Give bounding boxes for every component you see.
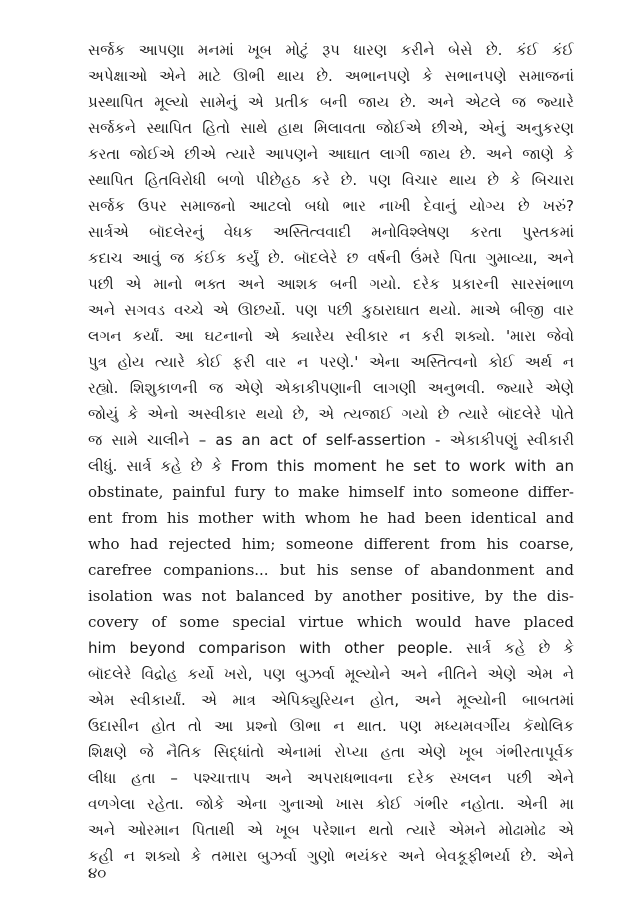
page-body xyxy=(88,37,574,869)
text-line: ઉદાસીન હોત તો આ પ્રશ્નો ઊભા ન થાત. પણ મધ્યમવર્ગીય કૅથોલિક xyxy=(88,717,574,735)
text-line: સ્થાપિત હિતવિરોધી બળો પીછેહઠ કરે છે. પણ વિચાર થાય છે કે બિચારા xyxy=(88,171,574,189)
text-line: ent from his mother with whom he had been identical and xyxy=(88,509,574,527)
text-line: શિક્ષણે જે નૈતિક સિદ્ધાંતો એનામાં રોપ્યા હતા એણે ખૂબ ગંભીરતાપૂર્વક xyxy=(88,743,574,761)
text-line: જ સામે ચાલીને – as an act of self-assertion - એકાકીપણું સ્વીકારી xyxy=(88,431,574,449)
text-line: લીધું. સાર્ત્ર કહે છે કે From this moment he set to work with an xyxy=(88,457,574,475)
text-line: બૉદલેરે વિદ્રોહ કર્યો ખરો, પણ બુઝર્વા મૂલ્યોને અને નીતિને એણે એમ ને xyxy=(88,665,574,683)
page-number: ૪૦ xyxy=(88,864,107,882)
text-line: carefree companions... but his sense of abandonment and xyxy=(88,561,574,579)
text-line: લીધા હતા – પશ્ચાત્તાપ અને અપરાધભાવના દરેક સ્ખલન પછી એને xyxy=(88,769,574,787)
text-line: રહ્યો. શિશુકાળની જ એણે એકાકીપણાની લાગણી અનુભવી. જ્યારે એણે xyxy=(88,379,574,397)
text-line: વળગેલા રહેતા. જોકે એના ગુનાઓ ખાસ કોઈ ગંભીર નહોતા. એની મા xyxy=(88,795,574,813)
text-line: અને સગવડ વચ્ચે એ ઊછર્યો. પણ પછી કુઠારાઘાત થયો. માએ બીજી વાર xyxy=(88,301,574,319)
text-line: સર્જક ઉપર સમાજનો આટલો બધો ભાર નાખી દેવાનું યોગ્ય છે ખરું? xyxy=(88,197,574,215)
text-line: અપેક્ષાઓ એને માટે ઊભી થાય છે. અભાનપણે કે સભાનપણે સમાજનાં xyxy=(88,67,574,85)
text-line: પછી એ માનો ભક્ત અને આશક બની ગયો. દરેક પ્રકારની સારસંભાળ xyxy=(88,275,574,293)
text-line: કહી ન શક્યો કે તમારા બુઝર્વા ગુણો ભયંકર અને બેવકૂફીભર્યા છે. એને xyxy=(88,847,574,865)
text-line: કદાચ આવું જ કંઈક કર્યું છે. બૉદલેરે છ વર્ષની ઉંમરે પિતા ગુમાવ્યા, અને xyxy=(88,249,574,267)
text-line: લગન કર્યાં. આ ઘટનાનો એ ક્યારેય સ્વીકાર ન કરી શક્યો. 'મારા જેવો xyxy=(88,327,574,345)
text-line: who had rejected him; someone different from his coarse, xyxy=(88,535,574,553)
text-line: કરતા જોઈએ છીએ ત્યારે આપણને આઘાત લાગી જાય છે. અને જાણે કે xyxy=(88,145,574,163)
text-line: અને ઓરમાન પિતાથી એ ખૂબ પરેશાન થતો ત્યારે એમને મોઢામોઢ એ xyxy=(88,821,574,839)
text-line: him beyond comparison with other people. સાર્ત્ર કહે છે કે xyxy=(88,639,574,657)
text-line: પુત્ર હોય ત્યારે કોઈ ફરી વાર ન પરણે.' એના અસ્તિત્વનો કોઈ અર્થ ન xyxy=(88,353,574,371)
text-line: covery of some special virtue which would have placed xyxy=(88,613,574,631)
text-line: isolation was not balanced by another positive, by the dis- xyxy=(88,587,574,605)
text-line: obstinate, painful fury to make himself into someone differ- xyxy=(88,483,574,501)
text-line: સર્જક આપણા મનમાં ખૂબ મોટું રૂપ ધારણ કરીને બેસે છે. કંઈ કંઈ xyxy=(88,41,574,59)
text-line: સર્જકને સ્થાપિત હિતો સાથે હાથ મિલાવતા જોઈએ છીએ, એનું અનુકરણ xyxy=(88,119,574,137)
text-line: જોયું કે એનો અસ્વીકાર થયો છે, એ ત્યજાઈ ગયો છે ત્યારે બૉદલેરે પોતે xyxy=(88,405,574,423)
text-line: પ્રસ્થાપિત મૂલ્યો સામેનું એ પ્રતીક બની જાય છે. અને એટલે જ જ્યારે xyxy=(88,93,574,111)
text-line: સાર્ત્રએ બૉદલેરનું વેધક અસ્તિત્વવાદી મનોવિશ્લેષણ કરતા પુસ્તકમાં xyxy=(88,223,574,241)
text-line: એમ સ્વીકાર્યાં. એ માત્ર એપિક્યુરિયન હોત, અને મૂલ્યોની બાબતમાં xyxy=(88,691,574,709)
